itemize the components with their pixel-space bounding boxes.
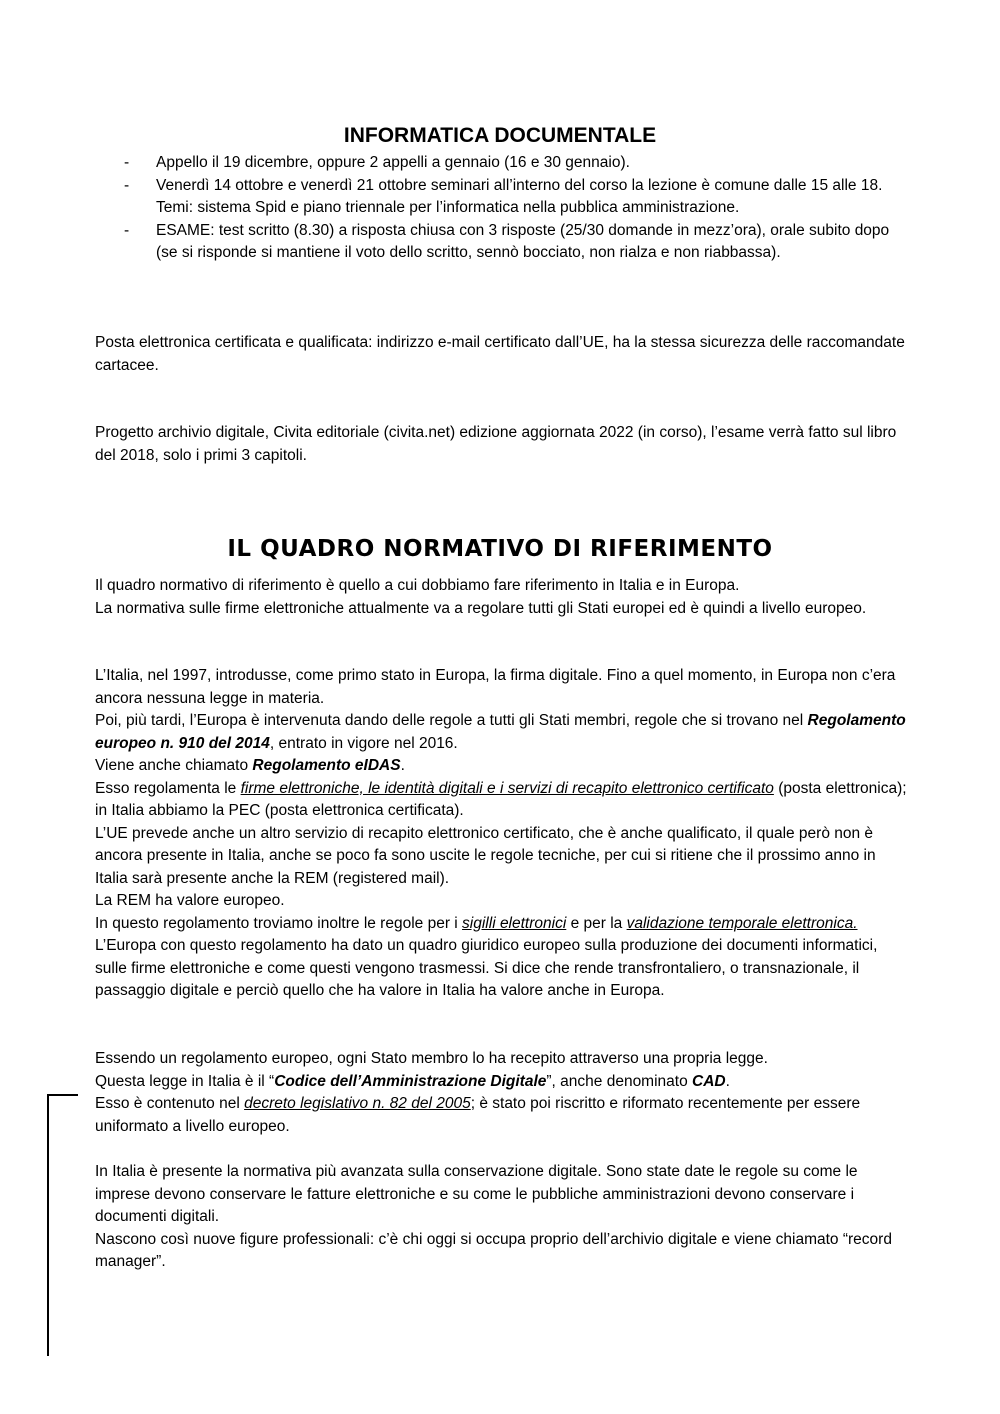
section-body-4 xyxy=(95,1161,910,1274)
bullet-marker: - xyxy=(124,221,130,239)
eidas-reference: Regolamento eIDAS xyxy=(252,757,401,774)
list-item-text: Venerdì 14 ottobre e venerdì 21 ottobre seminari all’interno del corso la lezione è comune dalle 15 alle 18. Temi: sistema Spid e piano triennale per l’informatica nella pubblica amministrazione. xyxy=(156,176,883,216)
list-item-text: Appello il 19 dicembre, oppure 2 appelli a gennaio (16 e 30 gennaio). xyxy=(156,154,630,171)
paragraph: L’Europa con questo regolamento ha dato un quadro giuridico europeo sulla produzione dei documenti informatici, sulle firme elettroniche e come questi vengono trasmessi. Si dice che rende transfrontaliero, o transnazionale, il passaggio digitale e perciò quello che ha valore in Italia ha valore anche in Europa. xyxy=(95,937,878,999)
paragraph: L’Italia, nel 1997, introdusse, come primo stato in Europa, la firma digitale. Fino a quel momento, in Europa non c’era ancora nessuna legge in materia. xyxy=(95,667,896,707)
text-run: Esso è contenuto nel xyxy=(95,1095,245,1112)
margin-bracket-line xyxy=(47,1094,49,1356)
emphasized-topic: sigilli elettronici xyxy=(462,914,567,932)
paragraph xyxy=(95,1093,910,1138)
list-item xyxy=(120,175,910,220)
paragraph xyxy=(95,778,910,823)
paragraph: L’UE prevede anche un altro servizio di recapito elettronico certificato, che è anche qualificato, il quale però non è ancora presente in Italia, anche se poco fa sono uscite le regole tecniche, per cui si ritiene che il prossimo anno in Italia sarà presente anche la REM (registered mail). xyxy=(95,824,876,887)
list-item xyxy=(120,152,910,175)
paragraph xyxy=(95,1071,910,1094)
text-run: , entrato in vigore nel 2016. xyxy=(269,734,458,752)
text-run: ”, anche denominato xyxy=(546,1072,693,1090)
text-run: . xyxy=(725,1072,730,1090)
list-item xyxy=(120,220,910,265)
text-run: Esso regolamenta le xyxy=(95,779,241,797)
paragraph: In Italia è presente la normativa più avanzata sulla conservazione digitale. Sono state date le regole su come le imprese devono conservare le fatture elettroniche e su come le pubbliche amministrazioni devono conservare i documenti digitali. xyxy=(95,1163,858,1225)
section-title: IL QUADRO NORMATIVO DI RIFERIMENTO xyxy=(227,536,773,562)
text-run: e per la xyxy=(566,914,627,932)
regulation-reference: Regolamento europeo n. 910 del 2014 xyxy=(95,712,906,752)
section-body-1 xyxy=(95,575,910,620)
emphasized-topic: validazione temporale elettronica. xyxy=(626,914,858,932)
text-run: In questo regolamento troviamo inoltre le regole per i xyxy=(95,914,463,932)
section-body-3 xyxy=(95,1048,910,1138)
paragraph: Nascono così nuove figure professionali: c’è chi oggi si occupa proprio dell’archivio digitale e viene chiamato “record manager”. xyxy=(95,1230,892,1270)
text-run: ; è stato poi riscritto e riformato recentemente per essere uniformato a livello europeo. xyxy=(95,1095,861,1135)
margin-bracket-top xyxy=(47,1094,78,1096)
emphasized-topics: firme elettroniche, le identità digitali e i servizi di recapito elettronico certificato xyxy=(240,779,774,797)
section-body-2 xyxy=(95,665,910,1003)
paragraph xyxy=(95,913,910,936)
text-run: . xyxy=(400,757,405,774)
cad-acronym: CAD xyxy=(692,1072,726,1090)
paragraph xyxy=(95,755,910,778)
text-run: Poi, più tardi, l’Europa è intervenuta dando delle regole a tutti gli Stati membri, regole che si trovano nel xyxy=(95,712,808,729)
paragraph: Il quadro normativo di riferimento è quello a cui dobbiamo fare riferimento in Italia e in Europa. xyxy=(95,577,740,594)
text-run: Viene anche chiamato xyxy=(95,757,253,774)
document-title: INFORMATICA DOCUMENTALE xyxy=(343,124,657,147)
bullet-marker: - xyxy=(124,154,130,171)
text-run: Questa legge in Italia è il “ xyxy=(95,1072,275,1090)
paragraph: Essendo un regolamento europeo, ogni Stato membro lo ha recepito attraverso una propria legge. xyxy=(95,1050,768,1067)
bullet-marker: - xyxy=(124,176,130,194)
exam-info-list xyxy=(120,152,910,265)
decree-reference: decreto legislativo n. 82 del 2005 xyxy=(244,1095,471,1112)
book-paragraph: Progetto archivio digitale, Civita editoriale (civita.net) edizione aggiornata 2022 (in corso), l’esame verrà fatto sul libro del 2018, solo i primi 3 capitoli. xyxy=(95,424,897,464)
text-run: (posta elettronica); in Italia abbiamo la PEC (posta elettronica certificata). xyxy=(95,779,907,819)
pec-paragraph: Posta elettronica certificata e qualificata: indirizzo e-mail certificato dall’UE, ha la stessa sicurezza delle raccomandate cartacee. xyxy=(95,334,905,374)
paragraph: La normativa sulle firme elettroniche attualmente va a regolare tutti gli Stati europei ed è quindi a livello europeo. xyxy=(95,599,867,617)
list-item-text: ESAME: test scritto (8.30) a risposta chiusa con 3 risposte (25/30 domande in mezz’ora), orale subito dopo (se si risponde si mantiene il voto dello scritto, sennò bocciato, non rialza e non riabbassa). xyxy=(156,221,890,261)
paragraph xyxy=(95,710,910,755)
paragraph: La REM ha valore europeo. xyxy=(95,892,285,909)
cad-full-name: Codice dell’Amministrazione Digitale xyxy=(274,1072,547,1090)
